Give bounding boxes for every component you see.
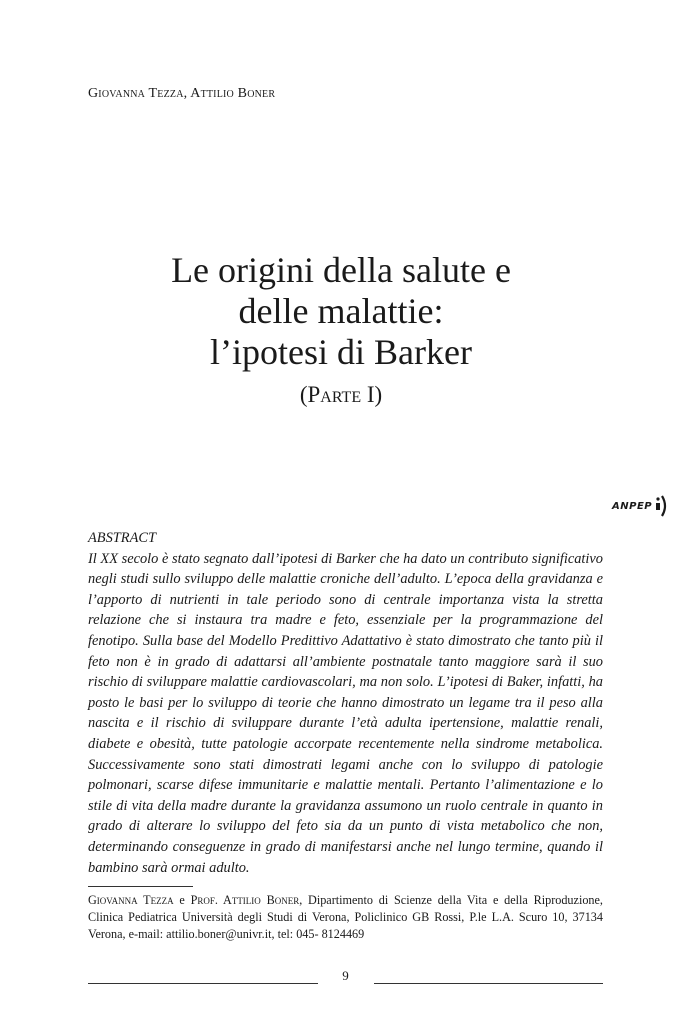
footer-rule-left <box>88 983 318 984</box>
title-line-3: l’ipotesi di Barker <box>210 332 472 372</box>
abstract-section <box>88 528 603 878</box>
footnote-author-1: Giovanna Tezza <box>88 893 174 907</box>
page-footer <box>88 968 603 984</box>
title-line-1: Le origini della salute e <box>171 250 511 290</box>
author-footnote <box>88 892 603 943</box>
abstract-body: Il XX secolo è stato segnato dall’ipotesi di Barker che ha dato un contributo significativo negli studi sullo sviluppo delle malattie croniche dell’adulto. L’epoca della gravidanza e l’apporto di nutrienti in tale periodo sono di centrale importanza vista la stretta relazione che si instaura tra madre e feto, essenziale per la programmazione del fenotipo. Sulla base del Modello Predittivo Adattativo è stato dimostrato che tanto più il feto non è in grado di adattarsi all’ambiente postnatale tanto maggiore sarà il suo rischio di sviluppare malattie cardiovascolari, ma non solo. L’ipotesi di Baker, infatti, ha posto le basi per lo sviluppo di teorie che hanno dimostrato un legame tra il peso alla nascita e il rischio di sviluppare durante l’età adulta ipertensione, malattie renali, diabete e obesità, tutte patologie accorpate recentemente nella sindrome metabolica. Successivamente sono stati dimostrati legami anche con lo sviluppo di patologie polmonari, scarse difese immunitarie e malattie mentali. Pertanto l’alimentazione e lo stile di vita della madre durante la gravidanza assumono un ruolo centrale in quanto in grado di alterare lo sviluppo del feto sia da un punto di vista metabolico che non, determinando conseguenze in grado di manifestarsi anche nel lungo termine, quando il bambino sarà ormai adulto. <box>88 550 603 876</box>
article-title <box>60 250 622 373</box>
page-number: 9 <box>342 968 349 983</box>
title-line-2: delle malattie: <box>238 291 444 331</box>
footer-rule-right <box>374 983 604 984</box>
running-header-authors: Giovanna Tezza, Attilio Boner <box>88 86 276 101</box>
abstract-label: ABSTRACT <box>88 530 156 546</box>
anpep-logo <box>612 494 669 518</box>
logo-text: ANPEP <box>612 500 653 512</box>
article-subtitle: (Parte I) <box>299 382 383 407</box>
footnote-conjunction: e <box>173 893 191 907</box>
anpep-logo-icon <box>655 494 669 518</box>
footnote-affiliation: , Dipartimento di Scienze della Vita e della Riproduzione, Clinica Pediatrica Università degli Studi di Verona, Policlinico GB Rossi, P.le L.A. Scuro 10, 37134 Verona, e-mail: attilio.boner@univr.it, tel: 045- 8124469 <box>88 893 603 941</box>
footnote-divider <box>88 886 193 887</box>
footnote-author-2: Attilio Boner <box>223 893 300 907</box>
footnote-title-2: Prof. <box>190 893 224 907</box>
